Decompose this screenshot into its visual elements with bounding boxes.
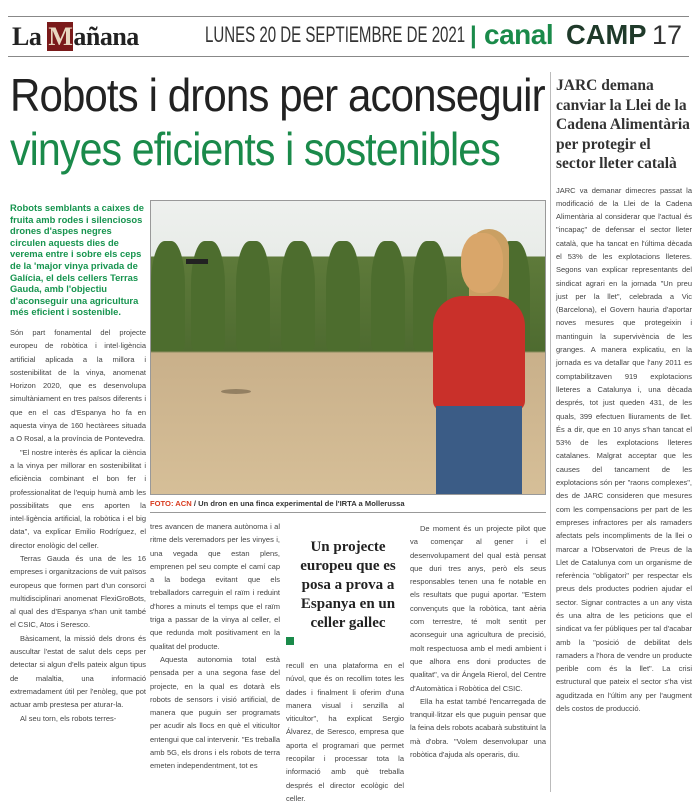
headline-line2: vinyes eficients i sostenibles	[10, 123, 500, 175]
headline-line1-box	[10, 68, 545, 122]
paragraph: Aquesta autonomia total està pensada per a una segona fase del projecte, en la qual es dotarà els robots de sensors i visió artificial, de manera que puguin ser programats per acudir als llocs en què el viticultor entengui que cal intervenir. "Es treballa amb 5G, els drons i els robots de terra emeten independentment, tot es	[150, 654, 280, 771]
section-camp: CAMP	[566, 19, 647, 50]
masthead-m: M	[48, 22, 73, 51]
article-lead: Robots semblants a caixes de fruita amb rodes i silenciosos drones d'aspes negres circulen aquests dies de verema entre i sobre els ceps de la 'major vinya privada de Galícia, el dels cellers Terras Gauda, amb l'objectiu d'aconseguir una agricultura més eficient i sostenible.	[10, 202, 144, 318]
paragraph: Bàsicament, la missió dels drons és auscultar l'estat de salut dels ceps per detectar si algun d'ells pateix algun tipus de malaltia, una informació extremadament útil per l'enòleg, que pot actuar amb prestesa per aturar-la.	[10, 633, 146, 710]
sidebar-headline: JARC demana canviar la Llei de la Cadena Alimentària per protegir el sector lleter català	[556, 77, 690, 172]
issue-date-box	[205, 22, 465, 48]
masthead-logo	[12, 22, 139, 52]
masthead-pre: La	[12, 22, 48, 51]
top-rule	[8, 16, 689, 17]
article-photo	[150, 200, 546, 495]
issue-date: LUNES 20 DE SEPTIEMBRE DE 2021	[205, 22, 466, 47]
left-column-stack	[10, 202, 146, 725]
sidebar-body	[556, 184, 692, 716]
pull-quote: Un projecte europeu que es posa a prova a Espanya en un celler gallec	[300, 539, 396, 631]
header-separator: |	[470, 22, 477, 49]
masthead-post: añana	[73, 22, 139, 51]
article-column-2	[150, 520, 280, 773]
paragraph: Al seu torn, els robots terres-	[20, 713, 117, 723]
section-canal: canal	[484, 19, 554, 50]
middle-column-stack	[286, 538, 404, 805]
headline-line1: Robots i drons per aconseguir	[10, 69, 545, 121]
headline-line2-box	[10, 122, 500, 176]
header-rule	[8, 56, 689, 57]
section-camp-box	[566, 19, 646, 51]
photo-caption-line	[150, 499, 405, 508]
article-column-3	[286, 659, 404, 805]
article-column-1	[10, 326, 146, 725]
caption-rule	[150, 512, 546, 513]
column-divider	[550, 72, 551, 792]
article-column-4	[410, 522, 546, 761]
green-square-icon	[286, 637, 294, 645]
paragraph: Són part fonamental del projecte europeu de robòtica i intel·ligència artificial aplicada a la millora i sostenibilitat de la vinya, anomenat Horizon 2020, que es desenvolupa simultàniament en tres països diferents i que en el cas d'Espanya ho fa en aquesta vinya de 160 hectàrees situada a O Rosal, a la província de Pontevedra.	[10, 327, 146, 444]
paragraph: Terras Gauda és una de les 16 empreses i organitzacions de vuit països europeus que formen part d'un consorci multidisciplinari anomenat FlexiGroBots, al qual des d'Espanya s'han unit també el CSIC, Atos i Seresco.	[10, 553, 146, 630]
paragraph: Ella ha estat també l'encarregada de tranquil·litzar els que puguin pensar que la feina dels robots acabarà substituint la mà d'obra. "Volem desenvolupar una robòtica d'ajuda als operaris, diu.	[410, 696, 546, 760]
paragraph: JARC va demanar dimecres passat la modificació de la Llei de la Cadena Alimentària al considerar que l'actual és "incapaç" de defensar el sector lleter català, que ha tancat en l'última dècada el 53% de les explotacions lleteres. Segons van explicar representants del sindicat agrari en la jornada "Un preu just per la llet", celebrada a Vic (Barcelona), el Govern hauria d'aportar noves mesures que protegeixin i mantinguin la supervivència de les granges. A manera explicatiu, en la jornada es va detallar que l'any 2011 es comptabilitzaven 919 explotacions lleteres a Catalunya i, una dècada després, tot just queden 431, de les quals, 399 efectuen lliuraments de llet. És a dir, que en 10 anys s'han tancat el 53% de les explotacions lleteres catalanes. Malgrat acceptar que les causes del tancament de les explotacions són per "raons complexes", des de JARC consideren que mesures com les compensacions per part de les empreses infractores per als ramaders afectats pels incompliments de la llei o marcar a l'Observatori de Preus de la Llet de Catalunya com un organisme de referència "obligatori" per respectar els preus dels productes podrien ajudar el sector. Signar contractes a un any vista és una altra de les peticions que el sindicat va fer públiques per tal d'acabar amb la "posició de debilitat dels ramaders a l'hora de vendre un producte perible com és la llet". La crisi estructural que pateix el sector s'ha vist aguditzada en l'últim any per l'augment dels costos de producció.	[556, 185, 692, 714]
section-canal-box	[484, 19, 562, 51]
photo-credit: FOTO: ACN	[150, 499, 192, 508]
page-number: 17	[652, 20, 683, 50]
paragraph: De moment és un projecte pilot que va començar al gener i el desenvolupament del qual està pensat que duri tres anys, però els seus responsables tenen una fe notable en els resultats que pugui aportar. "Estem convençuts que la robòtica, tant aèria com terrestre, té molt sentit per aconseguir una agricultura de precisió, molt respectuosa amb el medi ambient i que alhora ens doni productes de qualitat", va dir Ángela Rierol, del Centre d'Automàtica i Robòtica del CSIC.	[410, 524, 546, 693]
paragraph: "El nostre interès és aplicar la ciència a la vinya per millorar en sostenibilitat i eficiència combinant el bon fer i professionalitat de l'equip humà amb les possibilitats que ens aporten la intel·ligència artificial, la robòtica i el big data", va explicar Emilio Rodríguez, el director enològic del celler.	[10, 447, 146, 550]
paragraph: recull en una plataforma en el núvol, que és on recollim totes les dades i finalment li oferim d'una manera visual i senzilla al viticultor", ha explicat Sergio Álvarez, de Seresco, empresa que aporta el programari que permet recopilar i processar tota la informació amb què treballa després el director ecològic del celler.	[286, 661, 404, 803]
sidebar-stack	[556, 76, 692, 715]
photo-caption	[150, 499, 546, 508]
photo-caption-text: / Un dron en una finca experimental de l'IRTA a Mollerussa	[191, 499, 405, 508]
paragraph: tres avancen de manera autònoma i al ritme dels veremadors per les vinyes i, una vegada que estan plens, emprenen pel seu compte el camí cap a la bodega evitant que els treballadors carreguin el raïm i reduint d'hores a minuts el temps que el raïm triga a passar de la vinya al celler, el que redunda molt positivament en la qualitat del producte.	[150, 522, 280, 651]
drone-icon	[186, 259, 208, 264]
